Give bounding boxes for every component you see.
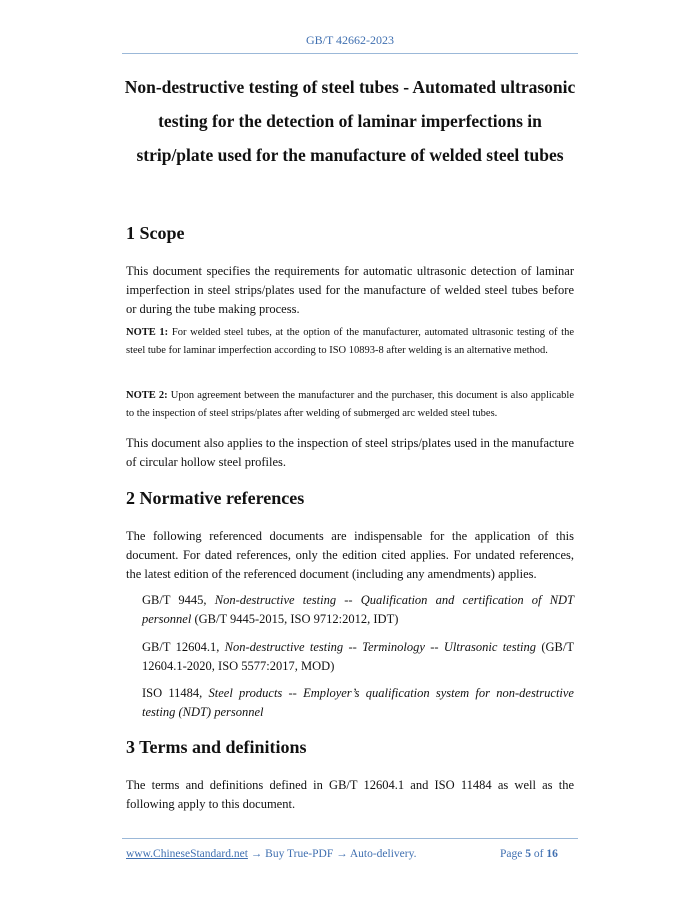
note-2-label: NOTE 2: bbox=[126, 390, 168, 401]
reference-item bbox=[142, 591, 574, 629]
terms-paragraph: The terms and definitions defined in GB/T 12604.1 and ISO 11484 as well as the following apply to this document. bbox=[126, 778, 574, 811]
reference-edition: (GB/T 9445-2015, ISO 9712:2012, IDT) bbox=[191, 612, 399, 626]
scope-paragraph-1: This document specifies the requirements for automatic ultrasonic detection of laminar imperfection in steel strips/plates used for the manufacture of welded steel tubes before or during the tube making process. bbox=[126, 264, 574, 316]
reference-title: Non-destructive testing -- Qualification and certification of NDT personnel bbox=[142, 593, 575, 626]
normative-intro-paragraph: The following referenced documents are indispensable for the application of this document. For dated references, only the edition cited applies. For undated references, the latest edition of the referenced document (including any amendments) applies. bbox=[126, 529, 574, 581]
footer-promo-text: → Buy True-PDF → Auto-delivery. bbox=[247, 848, 417, 860]
note-2-text: Upon agreement between the manufacturer and the purchaser, this document is also applicable to the inspection of steel strips/plates after welding of submerged arc welded steel tubes. bbox=[126, 390, 574, 419]
title-line-1: Non-destructive testing of steel tubes - Automated ultrasonic bbox=[124, 77, 576, 97]
reference-title: Steel products -- Employer’s qualification system for non-destructive testing (NDT) personnel bbox=[142, 686, 574, 719]
footer-promo bbox=[126, 848, 416, 860]
reference-item bbox=[142, 684, 574, 722]
note-1-text: For welded steel tubes, at the option of the manufacturer, automated ultrasonic testing of the steel tube for laminar imperfection according to ISO 10893-8 after welding is an alternative method. bbox=[126, 327, 574, 356]
footer-divider bbox=[122, 838, 578, 839]
page-total: 16 bbox=[546, 848, 558, 860]
reference-code: ISO 11484, bbox=[142, 686, 209, 700]
section-heading-normative-references: 2 Normative references bbox=[126, 488, 305, 508]
footer-site-link[interactable]: www.ChineseStandard.net bbox=[126, 848, 248, 860]
reference-code: GB/T 12604.1, bbox=[142, 640, 225, 654]
document-title bbox=[110, 70, 590, 172]
header-standard-code: GB/T 42662-2023 bbox=[305, 33, 395, 47]
page-of-label: of bbox=[530, 848, 547, 860]
reference-edition: (GB/T 12604.1-2020, ISO 5577:2017, MOD) bbox=[142, 640, 574, 673]
reference-title: Non-destructive testing -- Terminology -- Ultrasonic testing bbox=[224, 640, 537, 654]
note-2 bbox=[126, 387, 574, 423]
page-number: 5 bbox=[525, 848, 531, 860]
note-1 bbox=[126, 324, 574, 360]
header-divider bbox=[122, 53, 578, 54]
reference-item bbox=[142, 638, 574, 676]
scope-paragraph-2: This document also applies to the inspection of steel strips/plates used in the manufacture of circular hollow steel profiles. bbox=[126, 436, 574, 469]
footer-page-indicator bbox=[500, 848, 558, 860]
reference-code: GB/T 9445, bbox=[142, 593, 215, 607]
section-heading-scope: 1 Scope bbox=[126, 223, 185, 243]
title-line-2: testing for the detection of laminar imperfections in bbox=[158, 111, 542, 131]
title-line-3: strip/plate used for the manufacture of welded steel tubes bbox=[136, 145, 564, 165]
section-heading-terms-and-definitions: 3 Terms and definitions bbox=[126, 737, 307, 757]
page-label: Page bbox=[500, 848, 526, 860]
note-1-label: NOTE 1: bbox=[126, 327, 169, 338]
